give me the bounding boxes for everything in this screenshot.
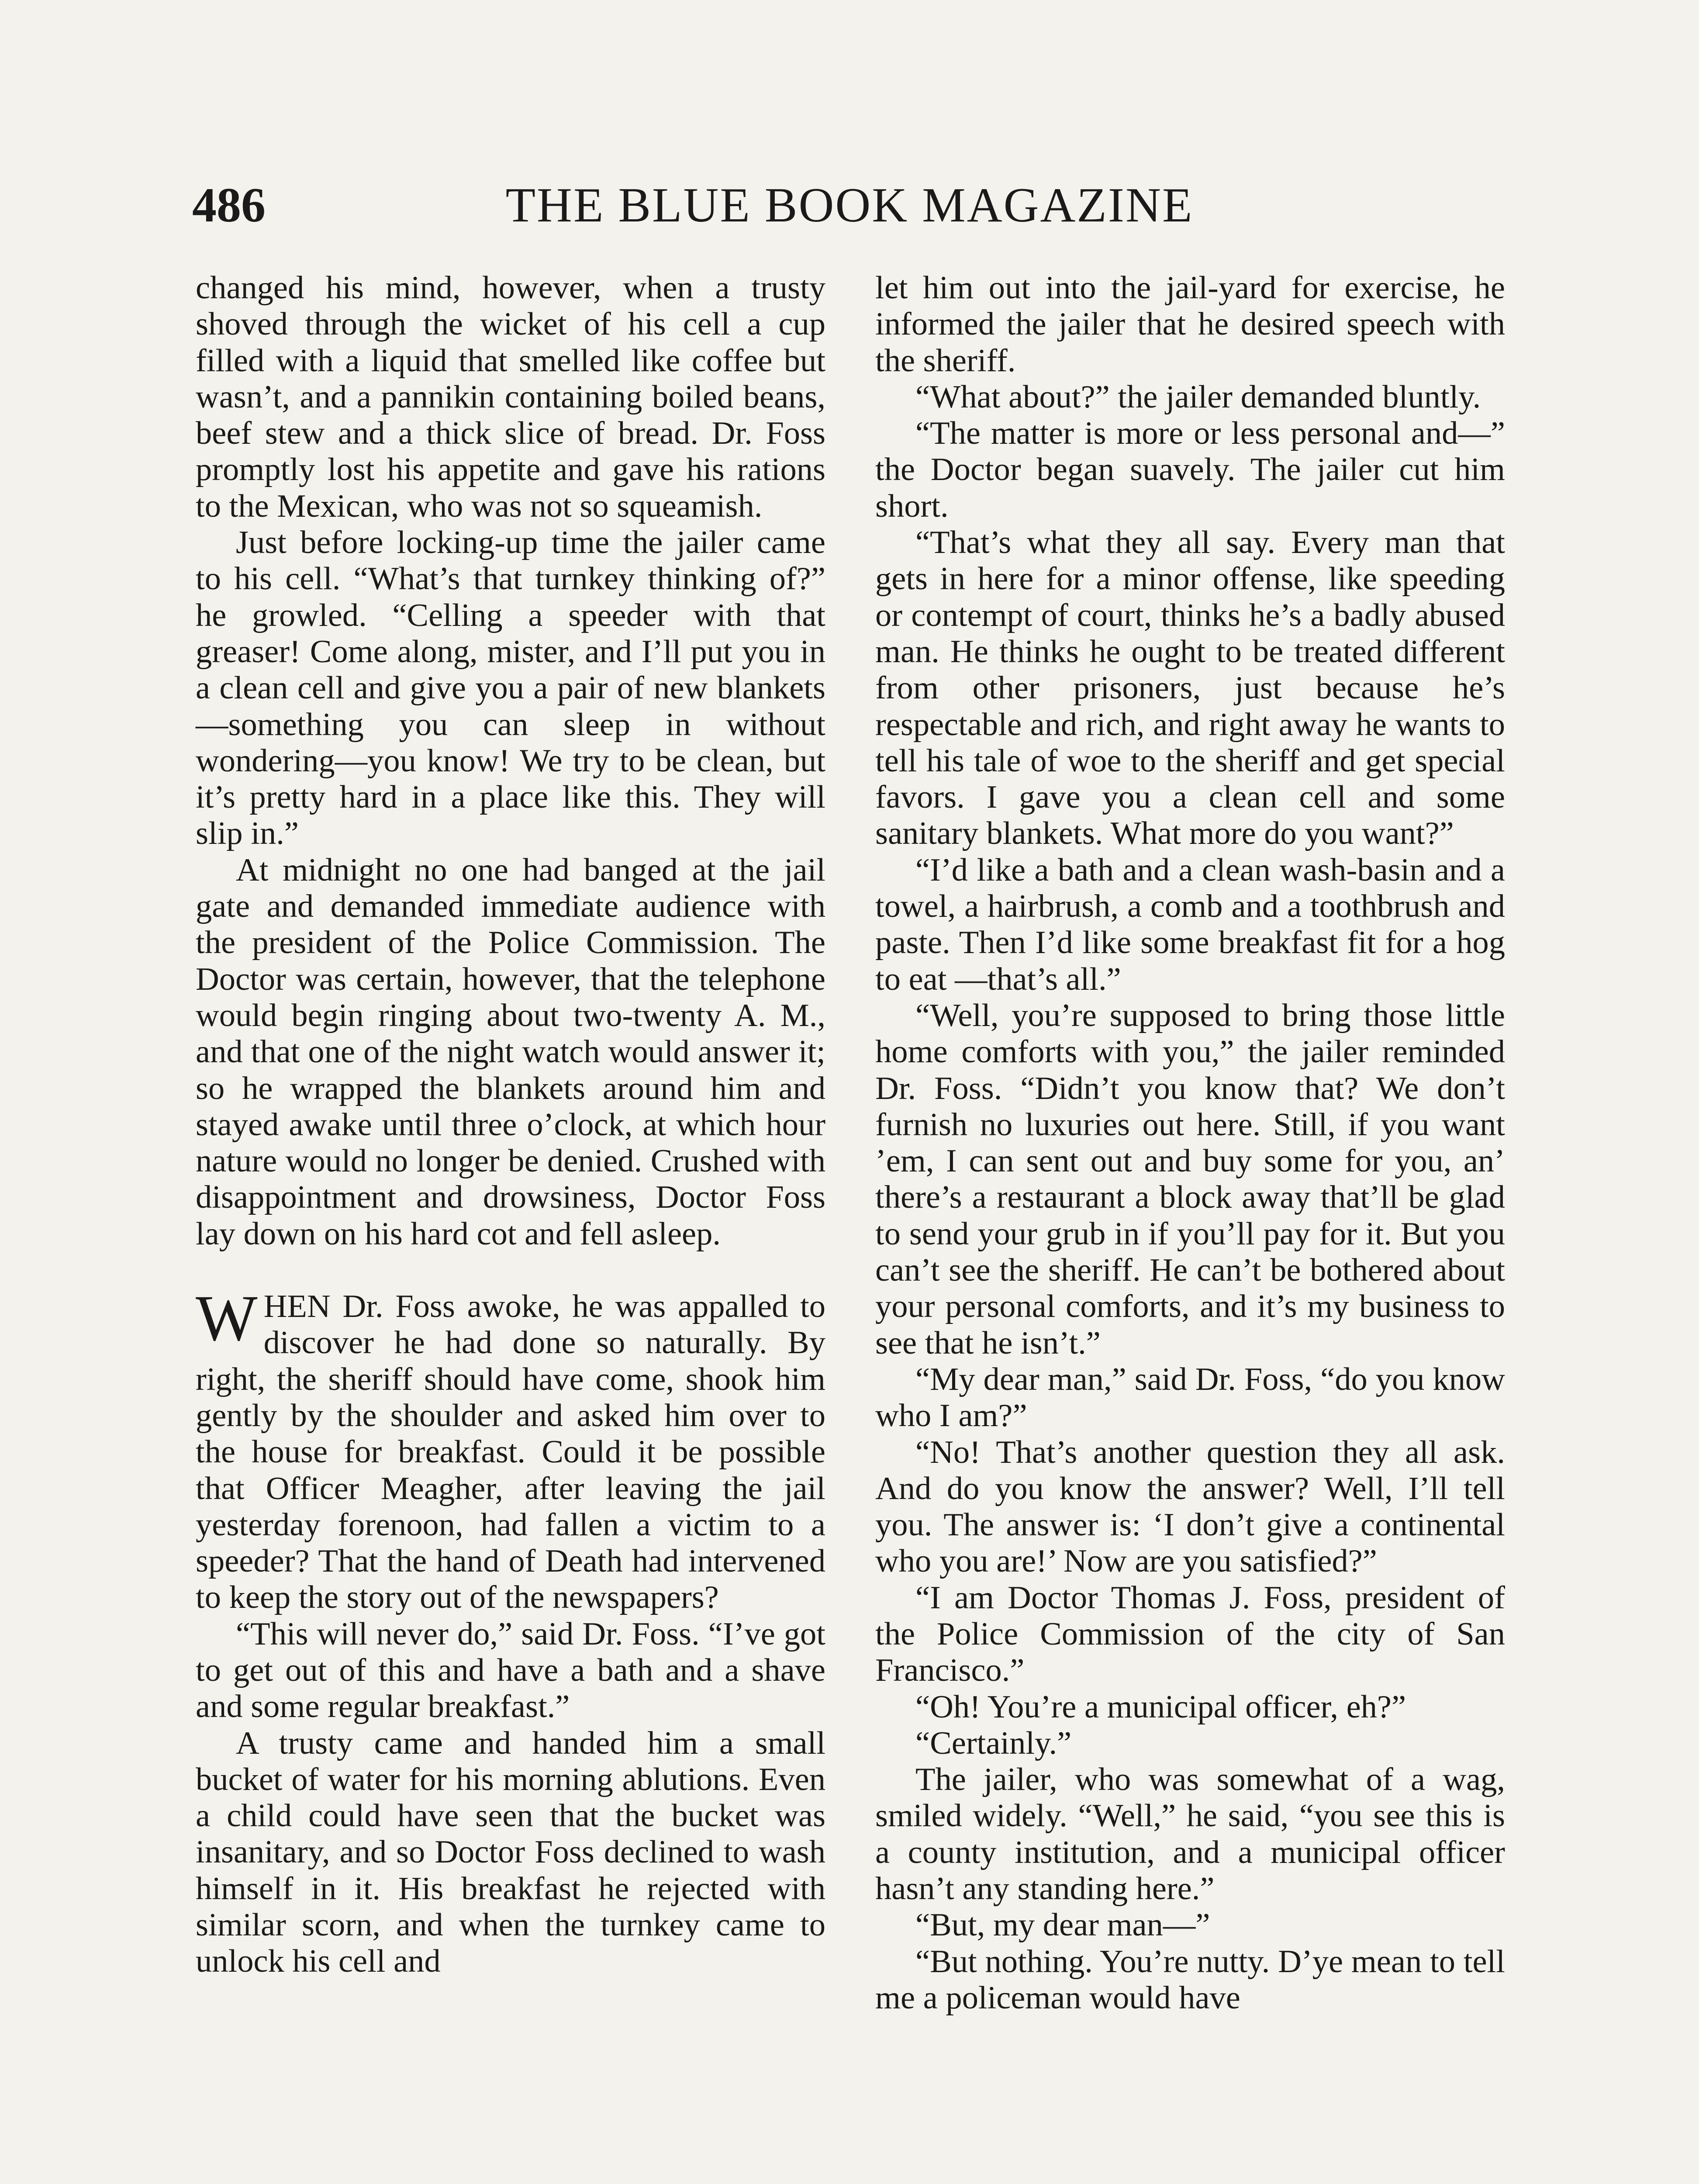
paragraph: “What about?” the jailer demanded bluntly. — [915, 379, 1481, 415]
paragraph: “I am Doctor Thomas J. Foss, president of the Police Commission of the city of San Francisco.” — [875, 1579, 1505, 1689]
paragraph: “My dear man,” said Dr. Foss, “do you know who I am?” — [875, 1361, 1505, 1434]
paragraph: “The matter is more or less personal and—” the Doctor began suavely. The jailer cut him short. — [875, 415, 1505, 524]
paragraph: “I’d like a bath and a clean wash-basin and a towel, a hairbrush, a comb and a toothbrush and paste. Then I’d like some breakfast fit for a hog to eat —that’s all.” — [875, 852, 1505, 997]
page-number: 486 — [192, 178, 266, 232]
paragraph: “Oh! You’re a municipal officer, eh?” — [915, 1689, 1406, 1725]
paragraph: “No! That’s another question they all ask. And do you know the answer? Well, I’ll tell you. The answer is: ‘I don’t give a continental who you are!’ Now are you satisfied?” — [875, 1434, 1505, 1579]
right-column — [875, 270, 1505, 2016]
paragraph: Just before locking-up time the jailer came to his cell. “What’s that turnkey thinking of?” he growled. “Celling a speeder with that greaser! Come along, mister, and I’ll put you in a clean cell and give you a pair of new blankets—something you can sleep in without wondering—you know! We try to be clean, but it’s pretty hard in a place like this. They will slip in.” — [196, 525, 825, 852]
page-header — [192, 173, 1507, 238]
paragraph: “But, my dear man—” — [915, 1907, 1210, 1943]
paragraph: “But nothing. You’re nutty. D’ye mean to tell me a policeman would have — [875, 1943, 1505, 2016]
paragraph: The jailer, who was somewhat of a wag, smiled widely. “Well,” he said, “you see this is a county institution, and a municipal officer hasn’t any standing here.” — [875, 1762, 1505, 1907]
magazine-title: THE BLUE BOOK MAGAZINE — [505, 178, 1194, 232]
paragraph: A trusty came and handed him a small bucket of water for his morning ablutions. Even a child could have seen that the bucket was insanitary, and so Doctor Foss declined to wash himself in it. His breakfast he rejected with similar scorn, and when the turnkey came to unlock his cell and — [196, 1725, 825, 1980]
paragraph: “Certainly.” — [915, 1725, 1072, 1761]
section-opening-paragraph — [196, 1282, 825, 1616]
paragraph: “Well, you’re supposed to bring those little home comforts with you,” the jailer reminded Dr. Foss. “Didn’t you know that? We don’t furnish no luxuries out here. Still, if you want ’em, I can sent out and buy some for you, an’ there’s a restaurant a block away that’ll be glad to send your grub in if you’ll pay for it. But you can’t see the sheriff. He can’t be bothered about your personal comforts, and it’s my business to see that he isn’t.” — [875, 997, 1505, 1361]
paragraph: changed his mind, however, when a trusty shoved through the wicket of his cell a cup filled with a liquid that smelled like coffee but wasn’t, and a pannikin containing boiled beans, beef stew and a thick slice of bread. Dr. Foss promptly lost his appetite and gave his rations to the Mexican, who was not so squeamish. — [196, 270, 825, 524]
paragraph: “That’s what they all say. Every man that gets in here for a minor offense, like speeding or contempt of court, thinks he’s a badly abused man. He thinks he ought to be treated different from other prisoners, just because he’s respectable and rich, and right away he wants to tell his tale of woe to the sheriff and get special favors. I gave you a clean cell and some sanitary blankets. What more do you want?” — [875, 525, 1505, 852]
paragraph-text: HEN Dr. Foss awoke, he was appalled to discover he had done so naturally. By right, the sheriff should have come, shook him gently by the shoulder and asked him over to the house for breakfast. Could it be possible that Officer Meagher, after leaving the jail yesterday forenoon, had fallen a victim to a speeder? That the hand of Death had intervened to keep the story out of the newspapers? — [196, 1289, 825, 1616]
paragraph: At midnight no one had banged at the jail gate and demanded immediate audience with the president of the Police Commission. The Doctor was certain, however, that the telephone would begin ringing about two-twenty A. M., and that one of the night watch would answer it; so he wrapped the blankets around him and stayed awake until three o’clock, at which hour nature would no longer be denied. Crushed with disappointment and drowsiness, Doctor Foss lay down on his hard cot and fell asleep. — [196, 852, 825, 1252]
drop-cap: W — [196, 1282, 258, 1355]
paragraph: let him out into the jail-yard for exercise, he informed the jailer that he desired speech with the sheriff. — [875, 270, 1505, 379]
paragraph: “This will never do,” said Dr. Foss. “I’ve got to get out of this and have a bath and a shave and some regular breakfast.” — [196, 1616, 825, 1725]
left-column — [196, 270, 825, 1980]
